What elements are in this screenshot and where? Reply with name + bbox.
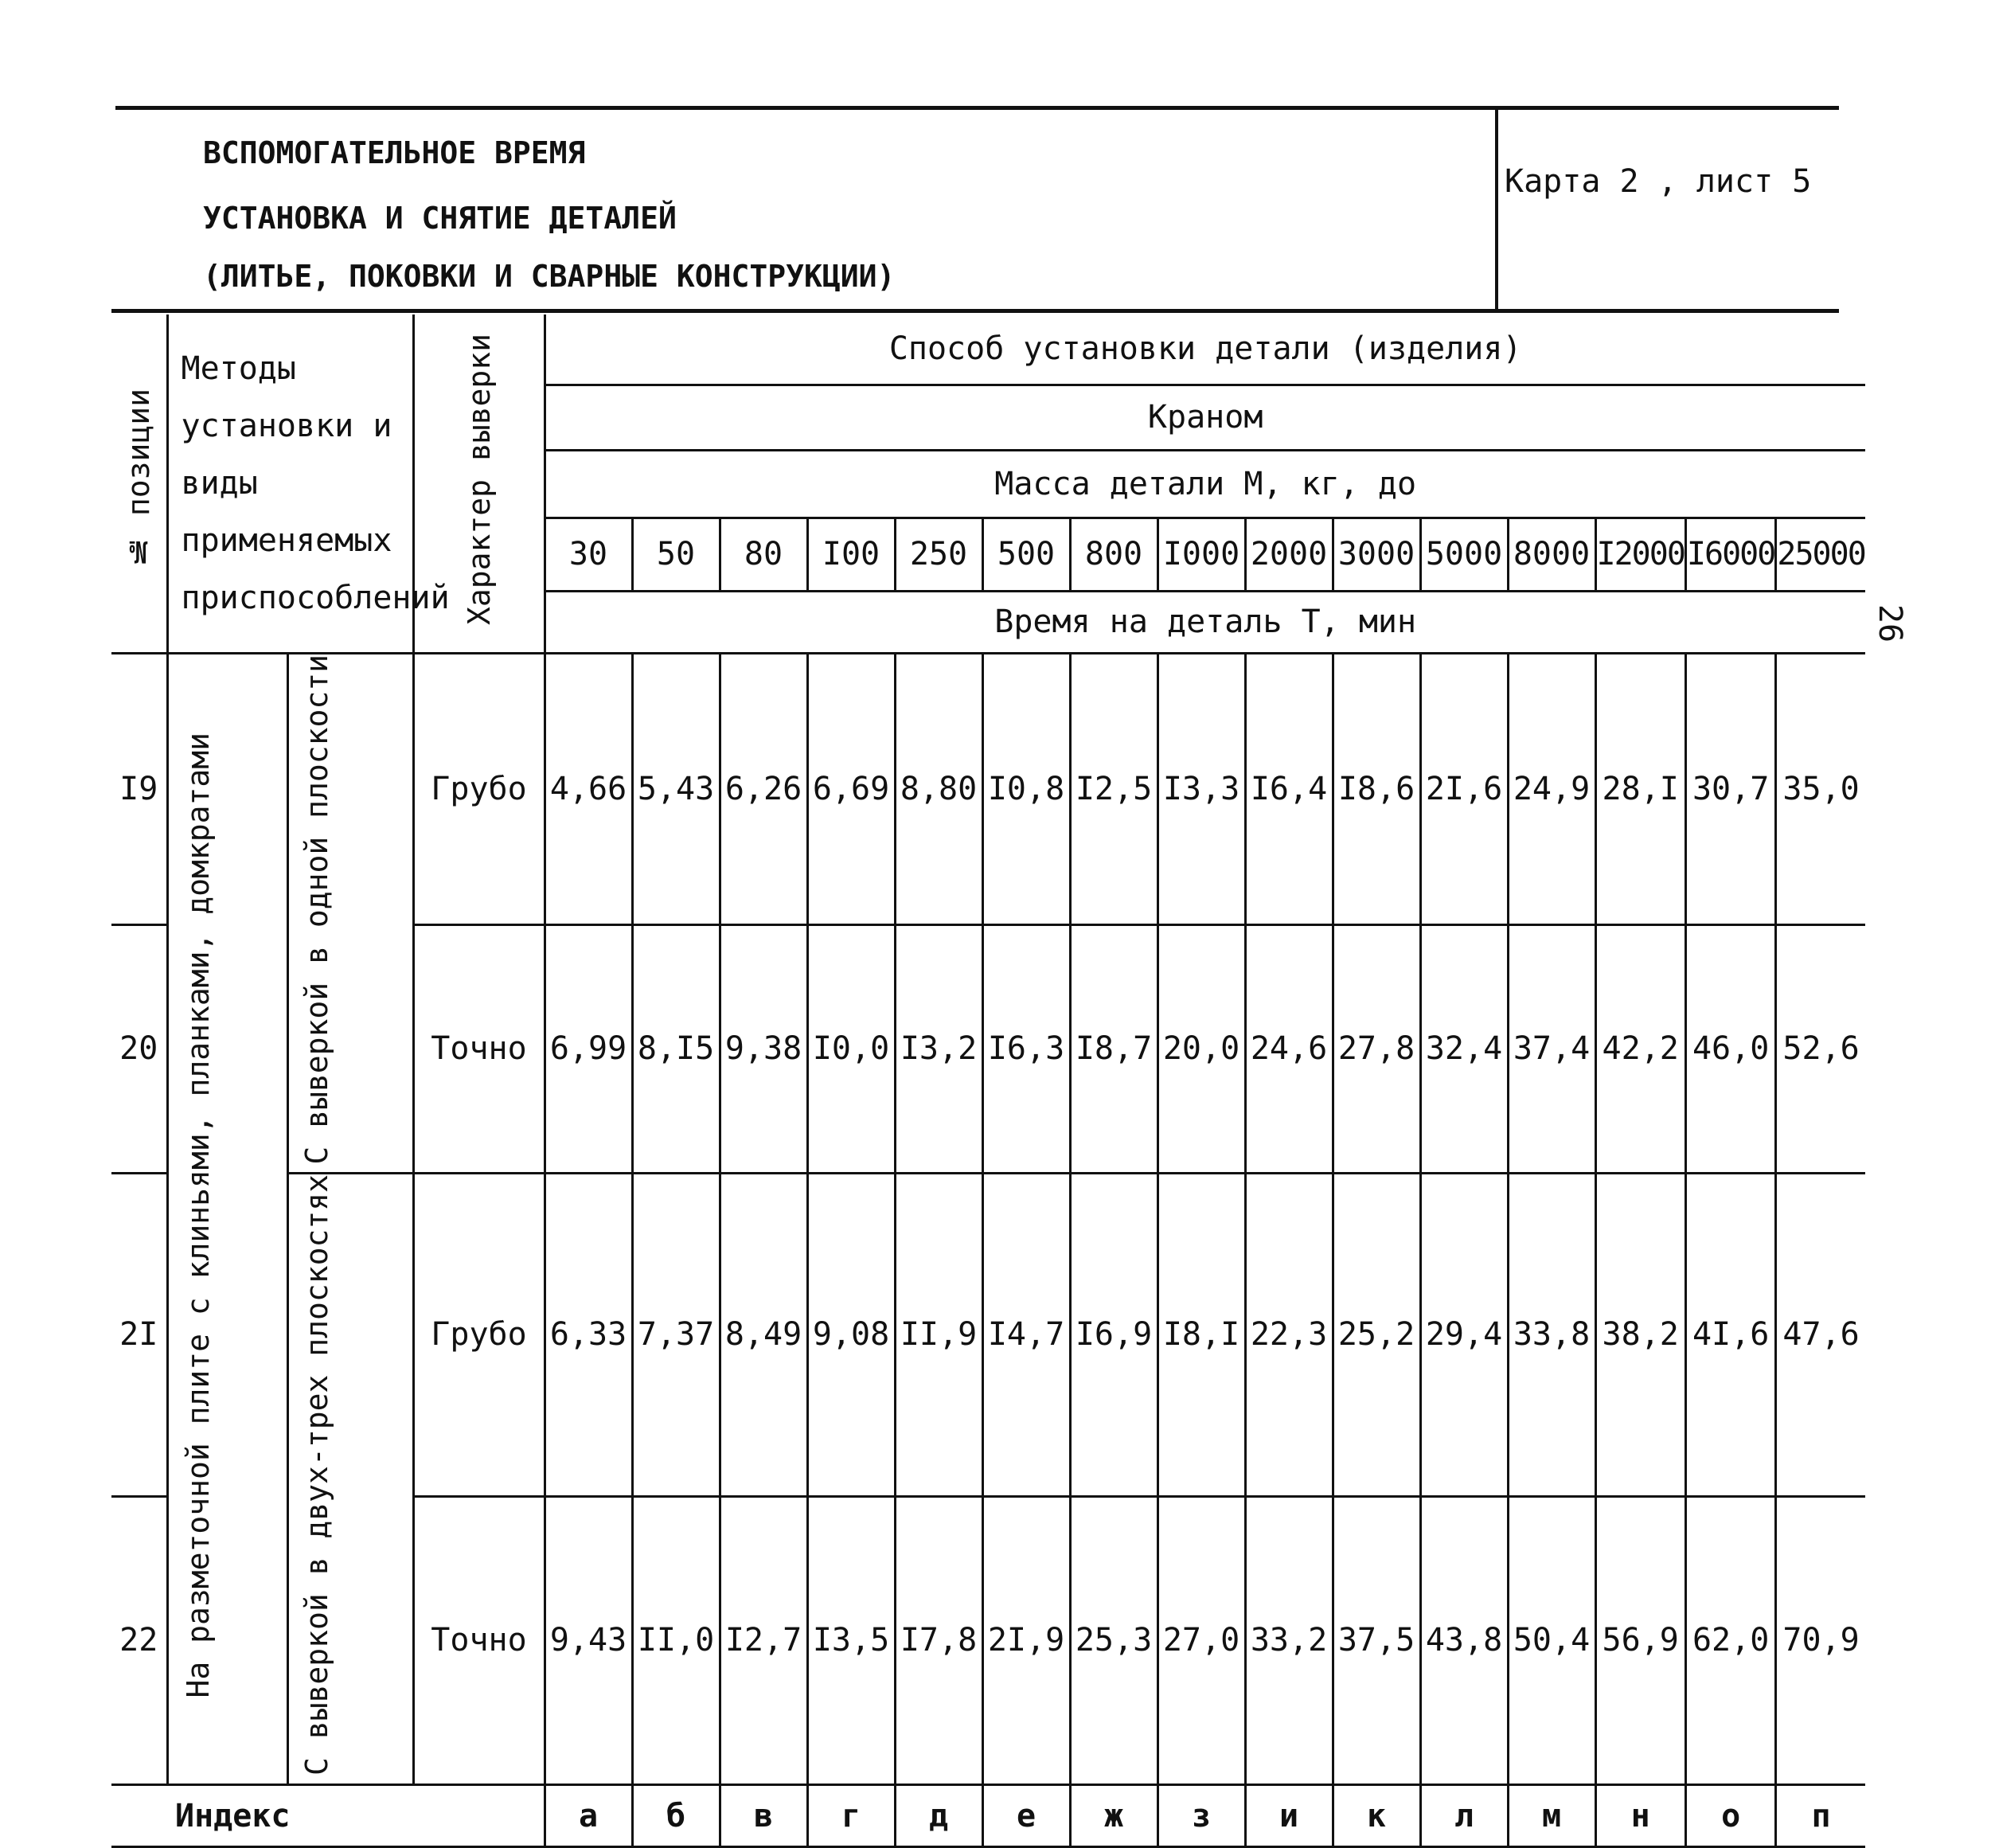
mass-header-cell: I6000 [1685, 518, 1775, 591]
time-value-cell: 2I,6 [1420, 653, 1508, 924]
time-value-cell: 6,26 [720, 653, 807, 924]
time-value-cell: I8,I [1158, 1174, 1245, 1497]
index-letter-cell: б [632, 1785, 720, 1847]
time-value-cell: 35,0 [1776, 653, 1865, 924]
time-value-cell: 9,38 [720, 924, 807, 1173]
mass-header-cell: 25000 [1776, 518, 1865, 591]
time-value-cell: I3,5 [807, 1496, 895, 1784]
time-value-cell: 30,7 [1685, 653, 1775, 924]
title-line-3: (ЛИТЬЕ, ПОКОВКИ И СВАРНЫЕ КОНСТРУКЦИИ) [203, 259, 896, 294]
time-value-cell: 9,43 [545, 1496, 632, 1784]
mass-header-cell: 250 [895, 518, 982, 591]
character-header: Характер выверки [413, 315, 545, 653]
position-cell: I9 [111, 653, 167, 924]
time-value-cell: 37,5 [1333, 1496, 1420, 1784]
position-cell: 20 [111, 924, 167, 1173]
time-value-cell: II,0 [632, 1496, 720, 1784]
time-value-cell: 24,6 [1245, 924, 1333, 1173]
time-value-cell: 4I,6 [1685, 1174, 1775, 1497]
position-cell: 22 [111, 1496, 167, 1784]
group-a-cell: С выверкой в одной плоскости [288, 653, 413, 1174]
norms-table [111, 315, 1865, 1848]
time-value-cell: I0,0 [807, 924, 895, 1173]
time-value-cell: 46,0 [1685, 924, 1775, 1173]
time-value-cell: 7,37 [632, 1174, 720, 1497]
time-value-cell: 20,0 [1158, 924, 1245, 1173]
time-value-cell: I6,4 [1245, 653, 1333, 924]
title-line-1: ВСПОМОГАТЕЛЬНОЕ ВРЕМЯ [203, 135, 586, 170]
time-value-cell: 47,6 [1776, 1174, 1865, 1497]
time-value-cell: 29,4 [1420, 1174, 1508, 1497]
time-value-cell: 27,0 [1158, 1496, 1245, 1784]
mass-header-cell: 500 [982, 518, 1070, 591]
index-letter-cell: е [982, 1785, 1070, 1847]
mass-header-cell: I000 [1158, 518, 1245, 591]
method-title: Способ установки детали (изделия) [545, 315, 1865, 385]
time-value-cell: 4,66 [545, 653, 632, 924]
time-value-cell: 50,4 [1508, 1496, 1595, 1784]
time-value-cell: I6,9 [1070, 1174, 1158, 1497]
mass-title: Масса детали М, кг, до [545, 450, 1865, 518]
group-main-cell: На разметочной плите с клиньями, планками, домкратами [167, 653, 288, 1785]
index-letter-cell: д [895, 1785, 982, 1847]
index-letter-cell: к [1333, 1785, 1420, 1847]
character-cell: Грубо [413, 1174, 545, 1497]
time-value-cell: 6,33 [545, 1174, 632, 1497]
index-letter-cell: ж [1070, 1785, 1158, 1847]
time-value-cell: 38,2 [1595, 1174, 1685, 1497]
time-value-cell: I8,7 [1070, 924, 1158, 1173]
mass-header-cell: 3000 [1333, 518, 1420, 591]
mass-header-cell: 30 [545, 518, 632, 591]
method-crane: Краном [545, 385, 1865, 450]
time-title: Время на деталь Т, мин [545, 591, 1865, 653]
character-cell: Грубо [413, 653, 545, 924]
time-value-cell: 27,8 [1333, 924, 1420, 1173]
index-letter-cell: н [1595, 1785, 1685, 1847]
time-value-cell: 43,8 [1420, 1496, 1508, 1784]
time-value-cell: I3,2 [895, 924, 982, 1173]
time-value-cell: I7,8 [895, 1496, 982, 1784]
time-value-cell: 5,43 [632, 653, 720, 924]
header-bottom-rule [111, 309, 1839, 313]
time-value-cell: 6,99 [545, 924, 632, 1173]
time-value-cell: 6,69 [807, 653, 895, 924]
mass-header-cell: 800 [1070, 518, 1158, 591]
mass-header-cell: 8000 [1508, 518, 1595, 591]
title-line-2: УСТАНОВКА И СНЯТИЕ ДЕТАЛЕЙ [203, 201, 677, 236]
time-value-cell: 28,I [1595, 653, 1685, 924]
time-value-cell: 62,0 [1685, 1496, 1775, 1784]
mass-header-cell: I2000 [1595, 518, 1685, 591]
time-value-cell: II,9 [895, 1174, 982, 1497]
card-sheet-label: Карта 2 , лист 5 [1505, 163, 1812, 200]
index-letter-cell: л [1420, 1785, 1508, 1847]
character-cell: Точно [413, 924, 545, 1173]
index-letter-cell: з [1158, 1785, 1245, 1847]
header-divider [1495, 107, 1498, 311]
index-label: Индекс [111, 1785, 545, 1847]
index-letter-cell: и [1245, 1785, 1333, 1847]
time-value-cell: I4,7 [982, 1174, 1070, 1497]
time-value-cell: I2,5 [1070, 653, 1158, 924]
time-value-cell: 32,4 [1420, 924, 1508, 1173]
time-value-cell: 25,3 [1070, 1496, 1158, 1784]
top-rule [115, 106, 1839, 110]
mass-header-cell: 50 [632, 518, 720, 591]
time-value-cell: I3,3 [1158, 653, 1245, 924]
mass-header-cell: I00 [807, 518, 895, 591]
index-letter-cell: в [720, 1785, 807, 1847]
position-cell: 2I [111, 1174, 167, 1497]
mass-header-cell: 2000 [1245, 518, 1333, 591]
time-value-cell: 42,2 [1595, 924, 1685, 1173]
time-value-cell: 70,9 [1776, 1496, 1865, 1784]
time-value-cell: 33,8 [1508, 1174, 1595, 1497]
page-number: 26 [1872, 604, 1909, 643]
time-value-cell: 56,9 [1595, 1496, 1685, 1784]
mass-header-cell: 5000 [1420, 518, 1508, 591]
index-letter-cell: а [545, 1785, 632, 1847]
time-value-cell: 33,2 [1245, 1496, 1333, 1784]
mass-header-cell: 80 [720, 518, 807, 591]
index-letter-cell: п [1776, 1785, 1865, 1847]
time-value-cell: 2I,9 [982, 1496, 1070, 1784]
time-value-cell: 37,4 [1508, 924, 1595, 1173]
index-letter-cell: м [1508, 1785, 1595, 1847]
time-value-cell: I0,8 [982, 653, 1070, 924]
time-value-cell: 8,I5 [632, 924, 720, 1173]
time-value-cell: 8,80 [895, 653, 982, 924]
time-value-cell: 22,3 [1245, 1174, 1333, 1497]
methods-header: Методы установки и виды применяемых приспособлений [167, 315, 413, 653]
time-value-cell: 9,08 [807, 1174, 895, 1497]
index-letter-cell: г [807, 1785, 895, 1847]
group-b-cell: С выверкой в двух-трех плоскостях [288, 1174, 413, 1785]
character-cell: Точно [413, 1496, 545, 1784]
time-value-cell: 8,49 [720, 1174, 807, 1497]
time-value-cell: I8,6 [1333, 653, 1420, 924]
time-value-cell: I6,3 [982, 924, 1070, 1173]
time-value-cell: 24,9 [1508, 653, 1595, 924]
position-header: № позиции [111, 315, 167, 653]
index-letter-cell: о [1685, 1785, 1775, 1847]
time-value-cell: 52,6 [1776, 924, 1865, 1173]
time-value-cell: I2,7 [720, 1496, 807, 1784]
time-value-cell: 25,2 [1333, 1174, 1420, 1497]
